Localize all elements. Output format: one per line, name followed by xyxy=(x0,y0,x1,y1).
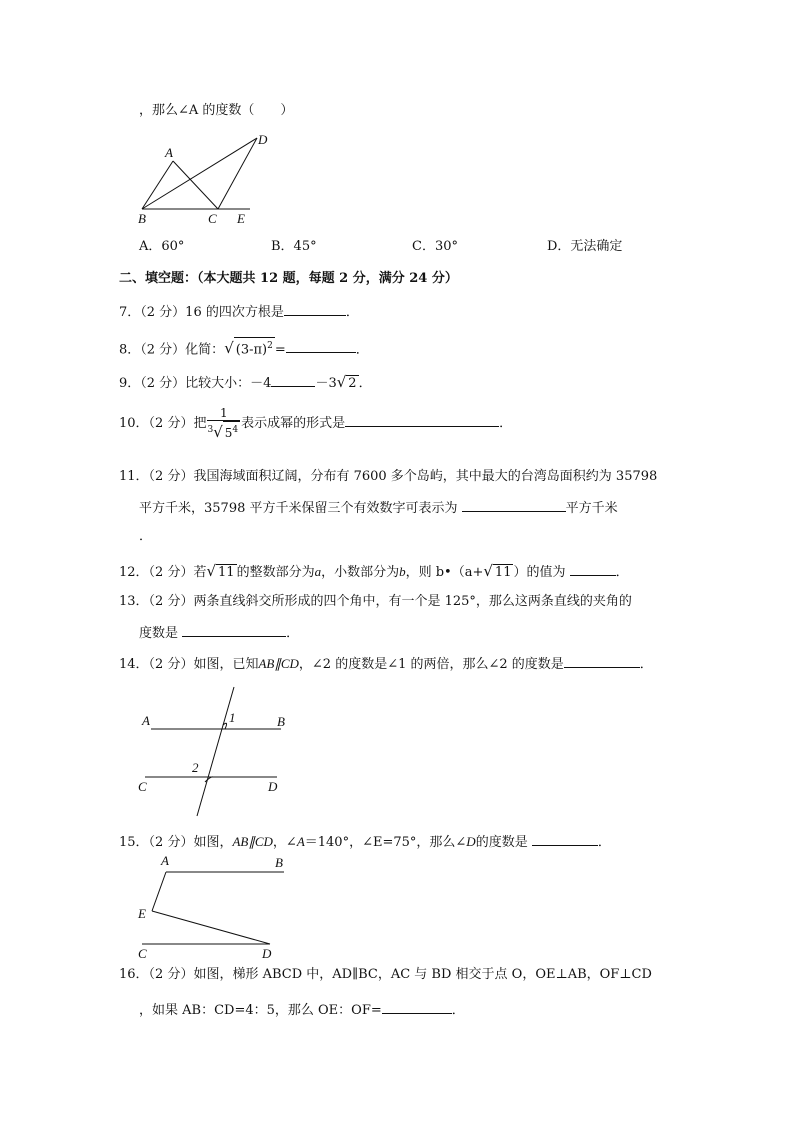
transversal xyxy=(197,687,234,816)
label-two: 2 xyxy=(192,760,199,775)
angle-1-arc xyxy=(223,723,227,729)
label-one: 1 xyxy=(229,710,236,725)
sqrt-symbol: √ xyxy=(336,373,347,391)
q7: 7．（2 分）16 的四次方根是 ． xyxy=(119,302,359,322)
label-b: B xyxy=(277,714,285,729)
seg-ae xyxy=(152,872,166,911)
q7-blank xyxy=(284,302,346,316)
q12: 12．（2 分）若√ 11 的整数部分为a，小数部分为b，则 b•（a+√ 11 ）的值为 ． xyxy=(119,562,629,580)
label-a: A xyxy=(165,145,173,160)
label-d: D xyxy=(262,946,272,961)
q15: 15．（2 分）如图，AB∥CD，∠A＝140°，∠E=75°，那么∠D的度数是 ． xyxy=(119,834,611,850)
label-b: B xyxy=(275,855,283,870)
label-c: C xyxy=(138,779,147,794)
q12-blank xyxy=(570,562,616,576)
q16-line1: 16．（2 分）如图，梯形 ABCD 中，AD∥BC，AC 与 BD 相交于点 O，OE⊥AB，OF⊥CD xyxy=(119,967,652,982)
q6-tail: ，那么∠A 的度数（ ） xyxy=(139,103,294,118)
q11-blank xyxy=(462,498,566,512)
q6-option-b: B．45° xyxy=(271,239,317,254)
q14-figure xyxy=(135,684,295,819)
label-a: A xyxy=(142,713,150,728)
q6-option-a: A．60° xyxy=(139,239,185,254)
q10-blank xyxy=(345,413,499,427)
q14-blank xyxy=(564,654,640,668)
seg-ed xyxy=(152,911,270,944)
q10: 10．（2 分）把 $\frac{1}{^3√ 5^4}$ 表示成幂的形式是 ． xyxy=(119,405,513,441)
label-a: A xyxy=(161,853,169,868)
q8-text: 8．（2 分）化简： xyxy=(119,342,225,358)
q6-option-c: C．30° xyxy=(412,239,458,254)
q6-option-d: D．无法确定 xyxy=(547,239,623,254)
q8-radicand: $(3-\pi)^2$ xyxy=(234,337,275,358)
q13-line1: 13．（2 分）两条直线斜交所形成的四个角中，有一个是 125°，那么这两条直线的夹角的 xyxy=(119,594,632,609)
label-d: D xyxy=(258,132,268,147)
q11-line1: 11．（2 分）我国海域面积辽阔，分布有 7600 多个岛屿，其中最大的台湾岛面积约为 35798 xyxy=(119,469,658,484)
label-e: E xyxy=(138,906,146,921)
q7-text: 7．（2 分）16 的四次方根是 xyxy=(119,305,284,320)
seg-cd xyxy=(218,138,257,209)
q11-line3: ． xyxy=(139,529,153,544)
q6-figure xyxy=(130,128,270,228)
seg-ba xyxy=(142,161,173,209)
sqrt-symbol: √ xyxy=(224,339,234,358)
label-d: D xyxy=(268,779,278,794)
q11-line2: 平方千米，35798 平方千米保留三个有效数字可表示为 平方千米 xyxy=(139,498,618,518)
q15-figure xyxy=(134,852,294,962)
seg-ac xyxy=(173,161,218,209)
q10-fraction: $\frac{1}{^3√ 5^4}$ xyxy=(207,405,239,441)
q8-blank xyxy=(286,339,356,353)
q13-blank xyxy=(182,623,286,637)
angle-2-arc xyxy=(205,777,213,782)
seg-bd xyxy=(142,138,257,209)
q9-text: 9．（2 分）比较大小：－4 xyxy=(119,376,272,391)
q10-text: 10．（2 分）把 xyxy=(119,416,207,431)
section2-heading: 二、填空题：（本大题共 12 题，每题 2 分，满分 24 分） xyxy=(119,271,458,286)
q9: 9．（2 分）比较大小：－4 －3√ 2 ． xyxy=(119,373,372,391)
label-b: B xyxy=(138,211,146,226)
q8: 8．（2 分）化简：√ $(3-\pi)^2$ = ． xyxy=(119,337,369,359)
q13-line2: 度数是 ． xyxy=(139,623,299,643)
q15-blank xyxy=(532,832,598,846)
q16-blank xyxy=(382,1000,452,1014)
label-c: C xyxy=(138,946,147,961)
label-c: C xyxy=(208,211,217,226)
q9-blank xyxy=(271,373,315,387)
q16-line2: ，如果 AB：CD=4：5，那么 OE：OF= ． xyxy=(139,1000,465,1020)
label-e: E xyxy=(237,211,245,226)
q14: 14．（2 分）如图，已知AB∥CD，∠2 的度数是∠1 的两倍，那么∠2 的度数是 ． xyxy=(119,656,653,672)
